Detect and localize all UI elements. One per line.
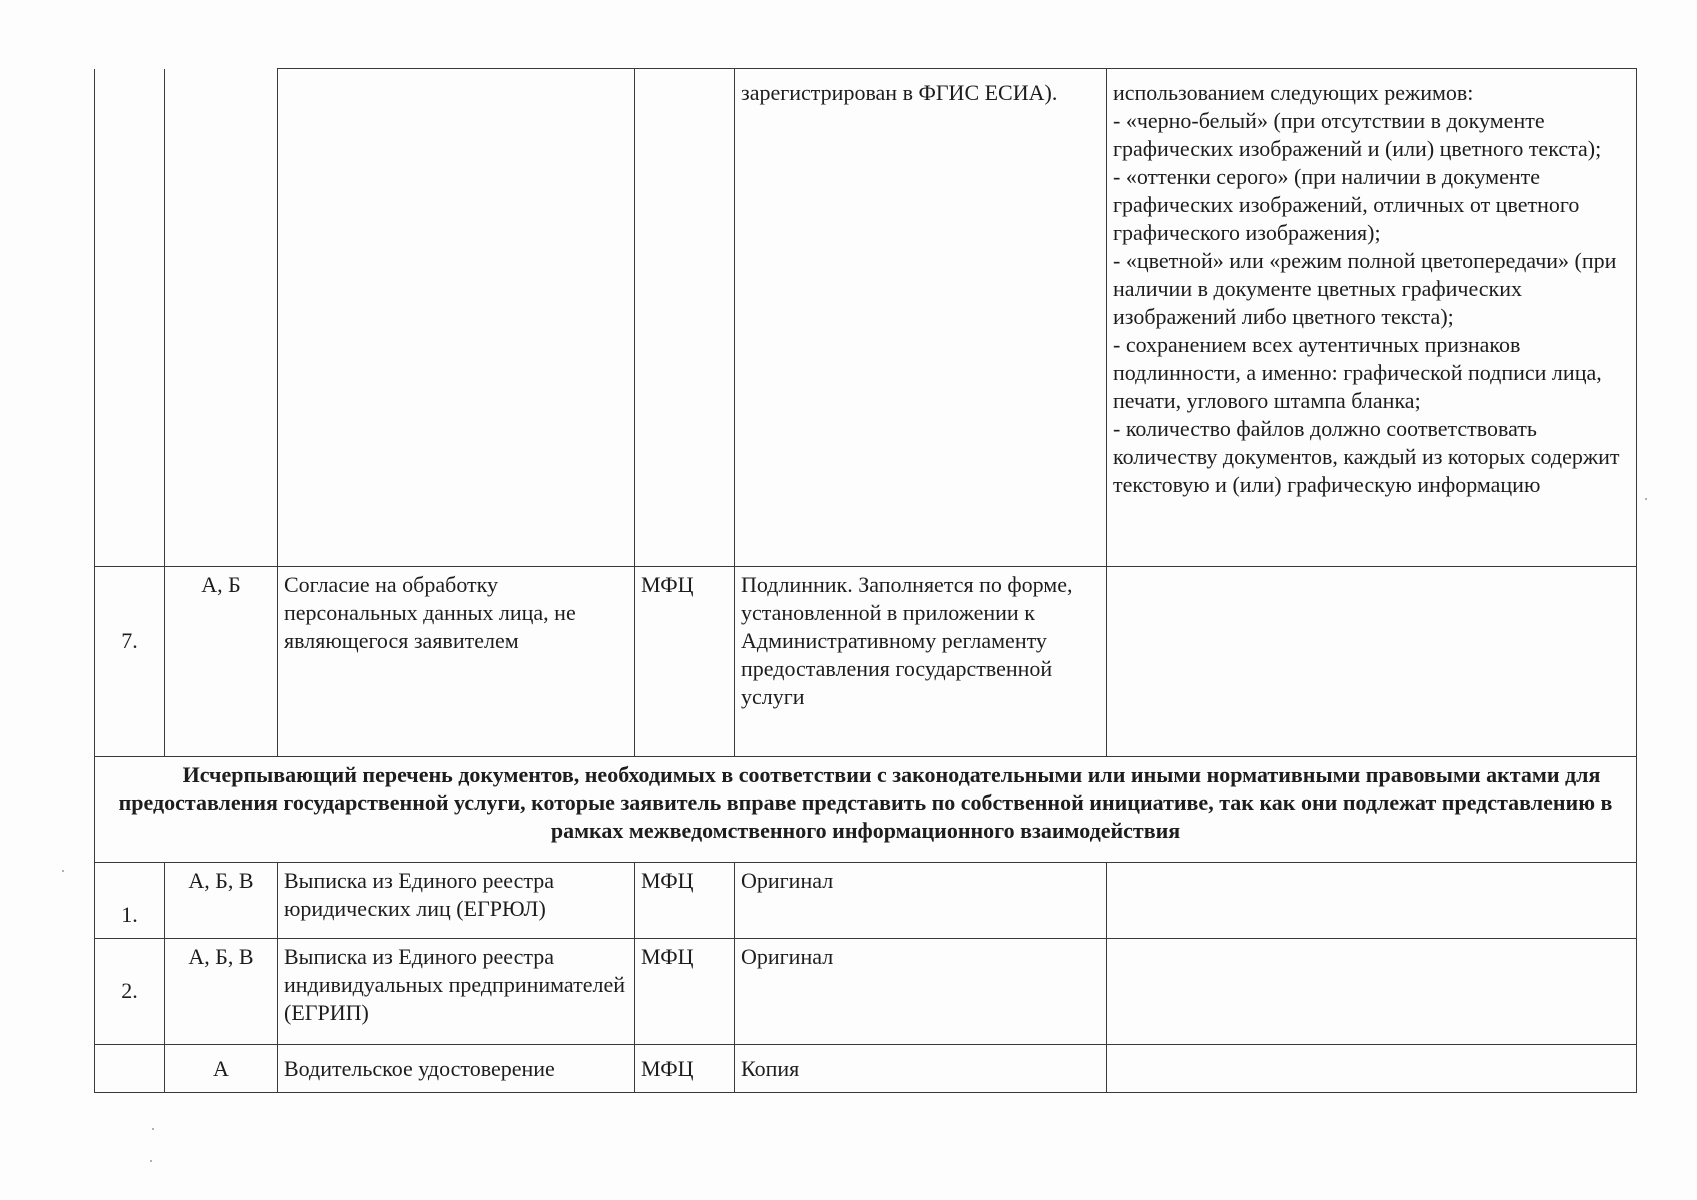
- category-cell: А, Б, В: [165, 939, 278, 1045]
- section-heading: Исчерпывающий перечень документов, необходимых в соответствии с законодательными или иными нормативными правовыми актами для предоставления государственной услуги, которые заявитель вправе представить по собственной инициативе, так как они подлежат представлению в рамках межведомственного информационного взаимодействия: [95, 757, 1637, 863]
- row-number-cell: 1.: [95, 863, 165, 939]
- organization-cell: МФЦ: [635, 567, 735, 757]
- requirements-cell: [1107, 1045, 1637, 1093]
- requirements-line: - «оттенки серого» (при наличии в документе графических изображений, отличных от цветного графического изображения);: [1113, 164, 1580, 245]
- document-form-cell: Оригинал: [735, 939, 1107, 1045]
- row-number-cell: [95, 69, 165, 567]
- requirements-line: использованием следующих режимов:: [1113, 80, 1474, 105]
- organization-cell: [635, 69, 735, 567]
- document-name-cell: Выписка из Единого реестра индивидуальных предпринимателей (ЕГРИП): [278, 939, 635, 1045]
- organization-cell: МФЦ: [635, 1045, 735, 1093]
- row-number-cell: 7.: [95, 567, 165, 757]
- requirements-cell: [1107, 69, 1637, 567]
- table-row-continued: [95, 69, 1637, 567]
- table-row: [95, 863, 1637, 939]
- category-cell: А, Б: [165, 567, 278, 757]
- document-name-cell: Согласие на обработку персональных данных лица, не являющегося заявителем: [278, 567, 635, 757]
- table-row: [95, 567, 1637, 757]
- section-heading-row: [95, 757, 1637, 863]
- requirements-line: - «цветной» или «режим полной цветопередачи» (при наличии в документе цветных графических изображений либо цветного текста);: [1113, 248, 1617, 329]
- table-row: [95, 939, 1637, 1045]
- document-name-cell: Водительское удостоверение: [278, 1045, 635, 1093]
- organization-cell: МФЦ: [635, 863, 735, 939]
- document-name-cell: [278, 69, 635, 567]
- scan-speck: [62, 870, 64, 872]
- requirements-cell: [1107, 939, 1637, 1045]
- requirements-cell: [1107, 863, 1637, 939]
- row-number-cell: [95, 1045, 165, 1093]
- documents-table: [94, 68, 1637, 1093]
- table-row: [95, 1045, 1637, 1093]
- scan-speck: [150, 1160, 152, 1162]
- document-name-cell: Выписка из Единого реестра юридических лиц (ЕГРЮЛ): [278, 863, 635, 939]
- requirements-line: - количество файлов должно соответствовать количеству документов, каждый из которых содержит текстовую и (или) графическую информацию: [1113, 416, 1620, 497]
- organization-cell: МФЦ: [635, 939, 735, 1045]
- scan-speck: [152, 1128, 154, 1130]
- document-form-cell: Подлинник. Заполняется по форме, установленной в приложении к Административному регламенту предоставления государственной услуги: [735, 567, 1107, 757]
- category-cell: [165, 69, 278, 567]
- requirements-line: - «черно-белый» (при отсутствии в документе графических изображений и (или) цветного текста);: [1113, 108, 1602, 161]
- requirements-cell: [1107, 567, 1637, 757]
- document-form-cell: зарегистрирован в ФГИС ЕСИА).: [735, 69, 1107, 567]
- category-cell: А: [165, 1045, 278, 1093]
- scan-speck: [1645, 498, 1647, 500]
- document-form-cell: Оригинал: [735, 863, 1107, 939]
- requirements-line: - сохранением всех аутентичных признаков подлинности, а именно: графической подписи лица, печати, углового штампа бланка;: [1113, 332, 1602, 413]
- document-form-cell: Копия: [735, 1045, 1107, 1093]
- row-number-cell: 2.: [95, 939, 165, 1045]
- category-cell: А, Б, В: [165, 863, 278, 939]
